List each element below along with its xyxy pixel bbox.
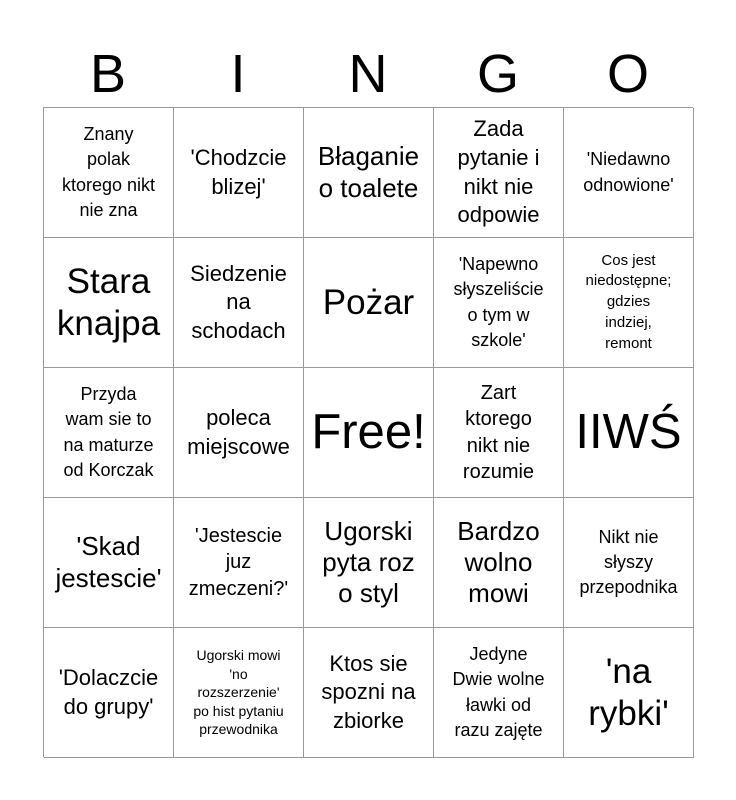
bingo-cell-r5c3[interactable]	[304, 628, 434, 758]
cell-text: Siedzenie na schodach	[190, 260, 287, 343]
header-letter-g: G	[476, 44, 519, 104]
bingo-cell-r4c4[interactable]	[434, 498, 564, 628]
cell-text: Nikt nie słyszy przepodnika	[579, 526, 678, 598]
cell-text: Pożar	[322, 282, 415, 322]
bingo-cell-r4c1[interactable]	[44, 498, 174, 628]
cell-text: Ugorski pyta roz o styl	[322, 515, 415, 609]
bingo-cell-r1c3[interactable]	[304, 108, 434, 238]
bingo-cell-r4c5[interactable]	[564, 498, 694, 628]
cell-text: 'Jestescie juz zmeczeni?'	[188, 524, 289, 600]
cell-text: Jedyne Dwie wolne ławki od razu zajęte	[452, 644, 545, 740]
bingo-cell-r3c4[interactable]	[434, 368, 564, 498]
bingo-cell-r3c2[interactable]	[174, 368, 304, 498]
cell-text: Ktos sie spozni na zbiorke	[321, 650, 416, 733]
bingo-cell-r5c5[interactable]	[564, 628, 694, 758]
cell-text: 'Napewno słyszeliście o tym w szkole'	[453, 254, 544, 350]
cell-text: Zada pytanie i nikt nie odpowie	[457, 116, 540, 228]
bingo-cell-r2c2[interactable]	[174, 238, 304, 368]
cell-text: 'Dolaczcie do grupy'	[58, 664, 159, 719]
bingo-cell-r1c2[interactable]	[174, 108, 304, 238]
header-letter-o: O	[606, 44, 649, 104]
bingo-cell-r5c4[interactable]	[434, 628, 564, 758]
cell-text: Cos jest niedostępne; gdzies indziej, remont	[585, 251, 672, 352]
bingo-cell-r2c3[interactable]	[304, 238, 434, 368]
bingo-cell-r1c1[interactable]	[44, 108, 174, 238]
bingo-cell-r4c2[interactable]	[174, 498, 304, 628]
header-letter-i: I	[230, 44, 246, 104]
bingo-cell-r2c1[interactable]	[44, 238, 174, 368]
cell-text: 'Chodzcie blizej'	[190, 144, 287, 199]
cell-text: Błaganie o toalete	[317, 141, 420, 203]
cell-text: poleca miejscowe	[187, 404, 290, 459]
cell-text: 'na rybki'	[588, 651, 669, 733]
bingo-board	[43, 107, 693, 757]
cell-text: Bardzo wolno mowi	[457, 515, 540, 609]
cell-text: Zart ktorego nikt nie rozumie	[462, 381, 535, 483]
bingo-cell-r1c5[interactable]	[564, 108, 694, 238]
cell-text: Stara knajpa	[56, 261, 161, 343]
bingo-header	[43, 42, 693, 106]
header-letter-b: B	[89, 44, 127, 104]
cell-text: Znany polak ktorego nikt nie zna	[61, 124, 156, 220]
bingo-cell-r5c2[interactable]	[174, 628, 304, 758]
bingo-cell-r5c1[interactable]	[44, 628, 174, 758]
cell-text: Ugorski mowi 'no rozszerzenie' po hist pytaniu przewodnika	[193, 647, 284, 738]
cell-text: IIWŚ	[575, 405, 682, 460]
bingo-cell-r1c4[interactable]	[434, 108, 564, 238]
bingo-cell-r3c1[interactable]	[44, 368, 174, 498]
bingo-cell-r2c5[interactable]	[564, 238, 694, 368]
bingo-cell-r3c3[interactable]	[304, 368, 434, 498]
bingo-cell-r2c4[interactable]	[434, 238, 564, 368]
cell-text: Przyda wam sie to na maturze od Korczak	[63, 384, 154, 480]
bingo-cell-r4c3[interactable]	[304, 498, 434, 628]
cell-text: 'Skad jestescie'	[55, 531, 162, 593]
cell-text: 'Niedawno odnowione'	[583, 149, 674, 195]
free-space: Free!	[311, 405, 426, 460]
header-letter-n: N	[348, 44, 388, 104]
bingo-cell-r3c5[interactable]	[564, 368, 694, 498]
